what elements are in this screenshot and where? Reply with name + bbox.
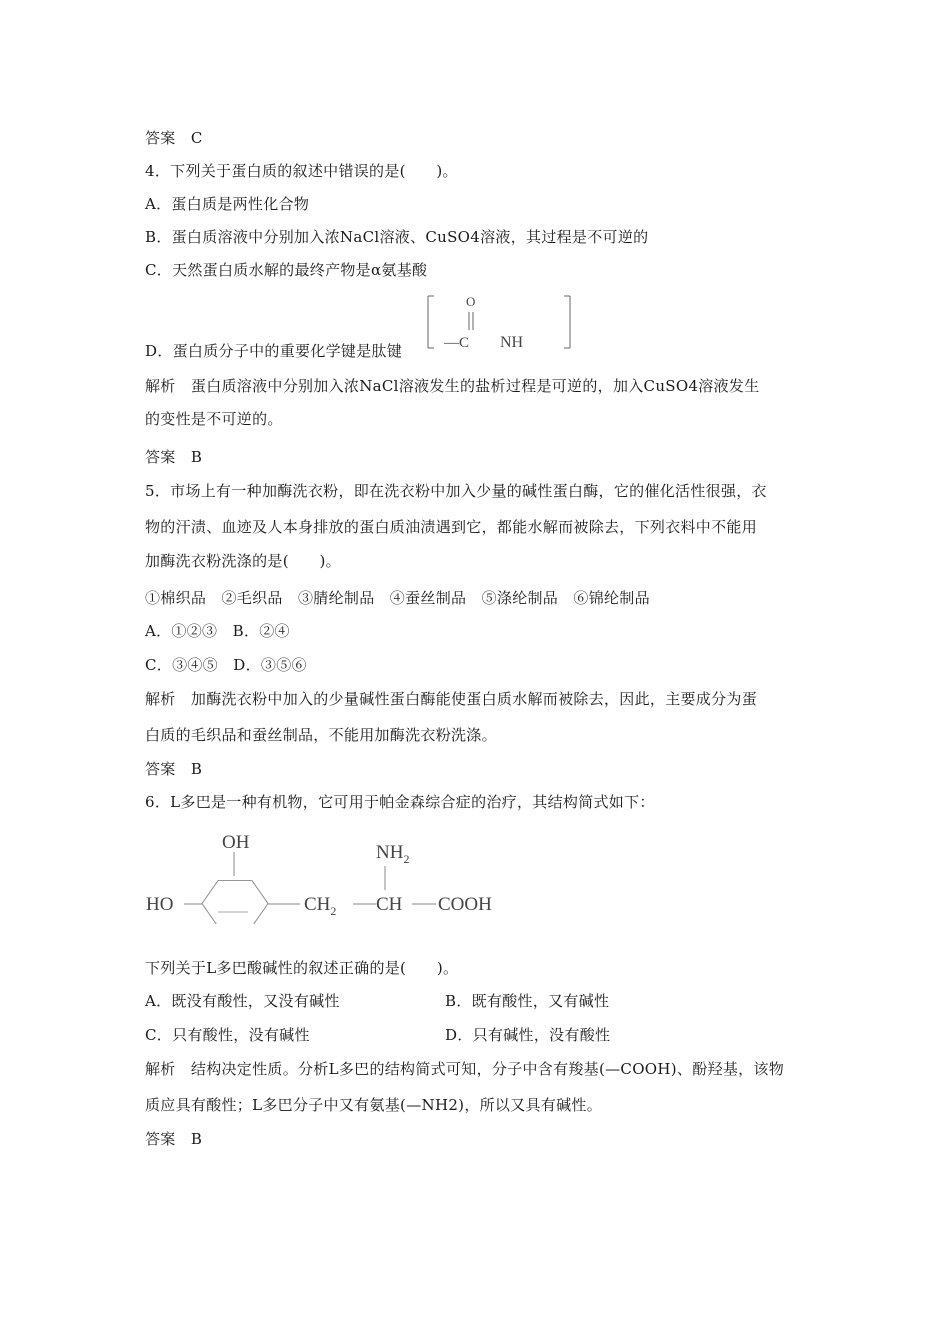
analysis-6-line2: 质应具有酸性；L多巴分子中又有氨基(—NH2)，所以又具有碱性。	[145, 1096, 603, 1114]
ldopa-oh: OH	[222, 832, 250, 853]
peptide-carbon: —C	[444, 335, 470, 351]
question-6-option-c: C．只有酸性，没有碱性	[145, 1026, 310, 1044]
answer-6: 答案 B	[145, 1130, 203, 1148]
question-5-options-ab: A．①②③ B．②④	[145, 622, 290, 640]
question-5-line3: 加酶洗衣粉洗涤的是( )。	[145, 552, 341, 570]
ldopa-ho: HO	[146, 894, 174, 915]
question-4-option-c: C．天然蛋白质水解的最终产物是α氨基酸	[145, 261, 428, 279]
ldopa-nh2: $NH_2$	[376, 842, 410, 866]
ldopa-cooh: COOH	[438, 894, 492, 915]
question-6-option-a: A．既没有酸性，又没有碱性	[145, 992, 340, 1010]
analysis-5-line1: 解析 加酶洗衣粉中加入的少量碱性蛋白酶能使蛋白质水解而被除去，因此，主要成分为蛋	[145, 690, 758, 708]
answer-4: 答案 B	[145, 448, 203, 466]
question-6-option-b: B．既有酸性，又有碱性	[445, 992, 610, 1010]
peptide-nh: NH	[500, 334, 524, 351]
peptide-oxygen: O	[466, 294, 476, 309]
peptide-bond-structure	[422, 290, 582, 354]
analysis-6-line1: 解析 结构决定性质。分析L多巴的结构简式可知，分子中含有羧基(—COOH)、酚羟基，该物	[145, 1060, 785, 1078]
ldopa-ch2: $CH_2$	[304, 894, 337, 918]
question-6-option-d: D．只有碱性，没有酸性	[445, 1026, 611, 1044]
analysis-4-line2: 的变性是不可逆的。	[145, 410, 283, 428]
question-4-stem: 4．下列关于蛋白质的叙述中错误的是( )。	[145, 162, 458, 180]
question-4-option-b: B．蛋白质溶液中分别加入浓NaCl溶液、CuSO4溶液，其过程是不可逆的	[145, 228, 649, 246]
question-5-line1: 5．市场上有一种加酶洗衣粉，即在洗衣粉中加入少量的碱性蛋白酶，它的催化活性很强，衣	[145, 482, 767, 500]
l-dopa-structure	[140, 824, 520, 924]
question-6-sub: 下列关于L多巴酸碱性的叙述正确的是( )。	[145, 959, 459, 977]
answer-3: 答案 C	[145, 129, 203, 147]
question-5-options-cd: C．③④⑤ D．③⑤⑥	[145, 656, 307, 674]
analysis-4-line1: 解析 蛋白质溶液中分别加入浓NaCl溶液发生的盐析过程是可逆的，加入CuSO4溶液发生	[145, 377, 760, 395]
question-4-option-a: A．蛋白质是两性化合物	[145, 195, 310, 213]
question-6-stem: 6．L多巴是一种有机物，它可用于帕金森综合症的治疗，其结构简式如下：	[145, 793, 655, 811]
question-5-items: ①棉织品 ②毛织品 ③腈纶制品 ④蚕丝制品 ⑤涤纶制品 ⑥锦纶制品	[145, 589, 650, 607]
analysis-5-line2: 白质的毛织品和蚕丝制品，不能用加酶洗衣粉洗涤。	[145, 726, 497, 744]
ldopa-ch: CH	[376, 894, 403, 915]
question-4-option-d: D．蛋白质分子中的重要化学键是肽键	[145, 342, 403, 360]
question-5-line2: 物的汗渍、血迹及人本身排放的蛋白质油渍遇到它，都能水解而被除去，下列衣料中不能用	[145, 518, 758, 536]
answer-5: 答案 B	[145, 760, 203, 778]
